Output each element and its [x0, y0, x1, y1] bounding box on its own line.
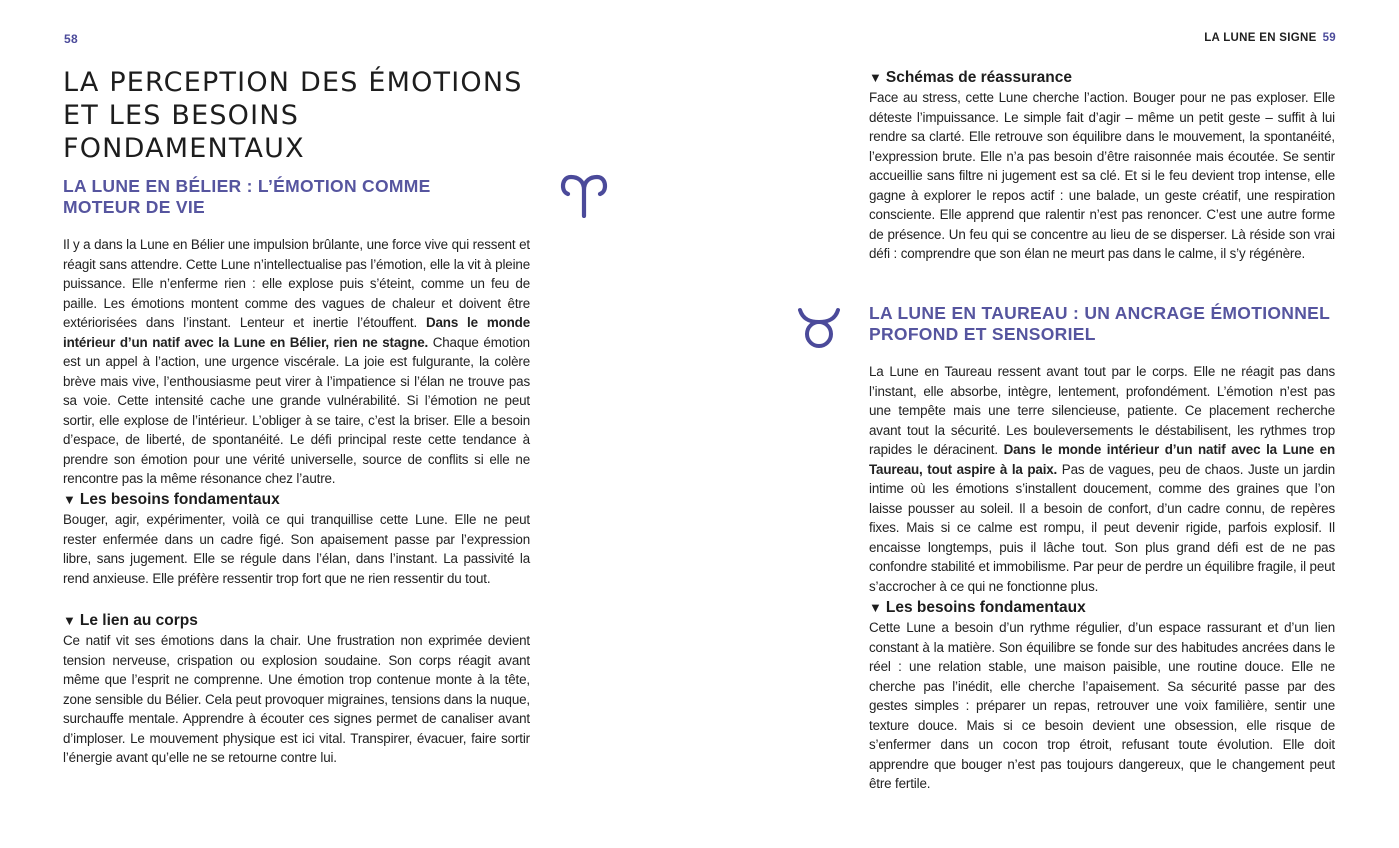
chapter-title — [63, 66, 523, 165]
belier-intro — [63, 235, 530, 489]
intro-text-2: Pas de vagues, peu de chaos. Juste un jardin intime où les émotions s’installent doucement, comme des graines que l’on laisse pousser au soleil. Il a besoin de confort, d’un cadre connu, de repères fixes. Mais si ce calme est rompu, il peut devenir rigide, parfois explosif. Il encaisse longtemps, puis il lâche tout. Son plus grand défi est de ne pas confondre stabilité et immobilisme. Par peur de perdre un équilibre fragile, il peut s’accrocher à ce qui ne fonctionne plus. — [869, 461, 1335, 594]
taureau-intro — [869, 362, 1335, 596]
belier-item-reassurance — [869, 68, 1335, 264]
section-title-taureau — [869, 303, 1349, 345]
item-title: Le lien au corps — [79, 612, 198, 629]
intro-text-1: Il y a dans la Lune en Bélier une impulsion brûlante, une force vive qui ressent et réagit sans attendre. Cette Lune n’intellectualise pas l’émotion, elle la vit à pleine puissance. Elle n’enferme rien : elle explose puis s’éteint, comme un feu de paille. Les émotions montent comme des vagues de chaleur et doivent être extériorisées dans l’instant. Lenteur et inertie l’étouffent. — [63, 237, 530, 330]
item-heading — [63, 490, 530, 510]
belier-item-corps — [63, 611, 530, 768]
triangle-down-icon: ▼ — [869, 70, 882, 85]
belier-intro-paragraph — [63, 235, 530, 489]
page-number-left: 58 — [64, 32, 78, 46]
page-number-right: 59 — [1322, 32, 1336, 44]
taureau-intro-paragraph — [869, 362, 1335, 596]
running-header — [1204, 32, 1336, 44]
chapter-title-line-2: ET LES BESOINS FONDAMENTAUX — [63, 100, 305, 164]
section-title-line-2: PROFOND ET SENSORIEL — [869, 324, 1096, 344]
item-body: Face au stress, cette Lune cherche l’action. Bouger pour ne pas exploser. Elle déteste l’impuissance. Le simple fait d’agir – même un petit geste – suffit à lui rendre sa clarté. Elle retrouve son équilibre dans le mouvement, la spontanéité, l’expression brute. Elle n’a pas besoin d’être raisonnée mais écoutée. Se sentir accueillie sans filtre ni jugement est sa clé. Et si le feu devient trop intense, elle gagne à explorer le repos actif : une balade, un geste créatif, une respiration consciente. Elle apprend que ralentir n’est pas renoncer. C’est une autre forme de présence. Un feu qui se concentre au lieu de se disperser. Là réside son vrai défi : comprendre que son élan ne meurt pas dans le calme, il s’y régénère. — [869, 90, 1335, 261]
section-title-belier — [63, 176, 483, 218]
aries-icon — [560, 174, 608, 223]
triangle-down-icon: ▼ — [63, 492, 76, 507]
item-heading — [63, 611, 530, 631]
belier-item-besoins — [63, 490, 530, 588]
item-body: Bouger, agir, expérimenter, voilà ce qui tranquillise cette Lune. Elle ne peut rester enfermée dans un cadre figé. Son apaisement passe par l’expression libre, sans jugement. Elle se régule dans l’élan, dans l’instant. La passivité la rend anxieuse. Elle préfère ressentir trop fort que ne rien ressentir du tout. — [63, 512, 530, 586]
item-body: Ce natif vit ses émotions dans la chair. Une frustration non exprimée devient tension nerveuse, crispation ou explosion soudaine. Son corps réagit avant même que l’esprit ne comprenne. Une émotion trop contenue monte à la tête, zone sensible du Bélier. Cela peut provoquer migraines, tensions dans la nuque, surchauffe mentale. Apprendre à écouter ces signes permet de canaliser avant d’imploser. Le mouvement physique est ici vital. Transpirer, évacuer, faire sortir l’énergie avant qu’elle ne se retourne contre lui. — [63, 633, 530, 765]
triangle-down-icon: ▼ — [63, 613, 76, 628]
item-title: Les besoins fondamentaux — [79, 491, 280, 508]
item-heading — [869, 598, 1335, 618]
item-title: Schémas de réassurance — [885, 69, 1072, 86]
section-title-line-2: MOTEUR DE VIE — [63, 197, 205, 217]
taurus-icon — [797, 306, 841, 355]
taureau-item-besoins — [869, 598, 1335, 794]
triangle-down-icon: ▼ — [869, 600, 882, 615]
section-title-line-1: LA LUNE EN TAUREAU : UN ANCRAGE ÉMOTIONNEL — [869, 303, 1331, 323]
chapter-title-line-1: LA PERCEPTION DES ÉMOTIONS — [63, 67, 523, 98]
item-title: Les besoins fondamentaux — [885, 599, 1086, 616]
intro-bold-text: Dans le monde intérieur d’un natif avec la Lune en Taureau, tout aspire à la paix. — [869, 442, 1335, 477]
intro-bold-text: Dans le monde intérieur d’un natif avec la Lune en Bélier, rien ne stagne. — [63, 315, 530, 350]
intro-text-1: La Lune en Taureau ressent avant tout par le corps. Elle ne réagit pas dans l’instant, elle absorbe, intègre, lentement, profondément. L’émotion n’est pas une tempête mais une terre silencieuse, patiente. Ce placement recherche avant tout la sécurité. Les bouleversements le déstabilisent, les rythmes trop rapides le déracinent. — [869, 364, 1335, 457]
running-header-title: LA LUNE EN SIGNE — [1204, 32, 1317, 44]
section-title-line-1: LA LUNE EN BÉLIER : L’ÉMOTION COMME — [63, 176, 431, 196]
item-body: Cette Lune a besoin d’un rythme régulier, d’un espace rassurant et d’un lien constant à la matière. Son équilibre se fonde sur des habitudes ancrées dans le réel : une relation stable, une maison paisible, une routine douce. Elle ne cherche pas l’inédit, elle cherche l’apaisement. Sa sécurité passe par des gestes simples : préparer un repas, retrouver une voix familière, sentir une texture douce. Mais si ce besoin devient une obsession, elle risque de s’enfermer dans un cocon trop étroit, refusant toute évolution. Elle doit apprendre que bouger n’est pas toujours dangereux, que le changement peut être fertile. — [869, 620, 1335, 791]
item-heading — [869, 68, 1335, 88]
intro-text-2: Chaque émotion est un appel à l’action, une urgence viscérale. La joie est fulgurante, la colère brève mais vive, l’enthousiasme peut virer à l’impatience si l’élan ne trouve pas sa voie. Cette intensité cache une grande vulnérabilité. Si l’émotion ne peut sortir, elle explose de l’intérieur. L’obliger à se taire, c’est la briser. Elle a besoin d’espace, de liberté, de spontanéité. Le défi principal reste cette tendance à prendre son émotion pour une vérité universelle, source de conflits si elle ne rencontre pas la même résonance chez l’autre. — [63, 334, 530, 486]
